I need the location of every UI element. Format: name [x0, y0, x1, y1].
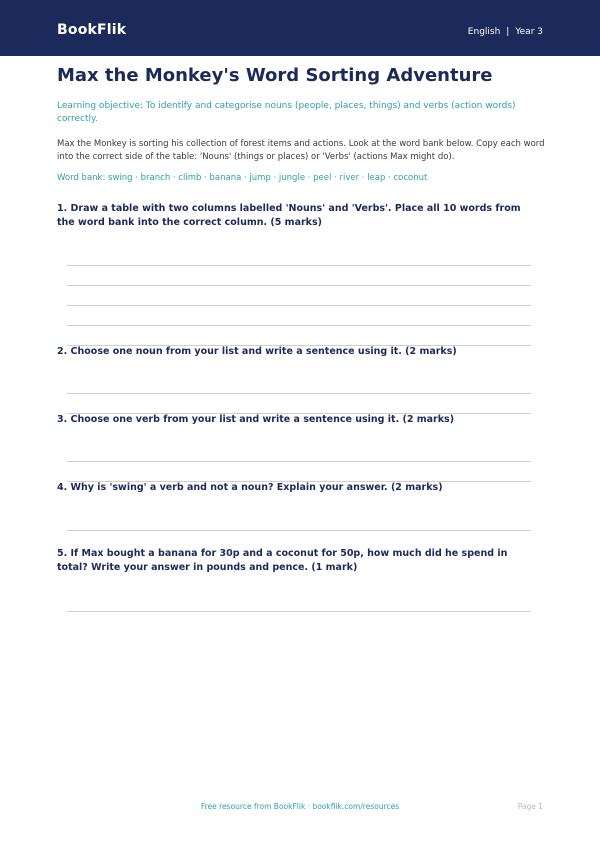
answer-line[interactable] — [67, 325, 531, 326]
learning-objective: Learning objective: To identify and categorise nouns (people, places, things) and verbs (action words) correctly. — [57, 101, 516, 124]
answer-line[interactable] — [67, 611, 531, 612]
subject-label: English — [467, 27, 501, 37]
question-4: 4. Why is 'swing' a verb and not a noun? Explain your answer. (2 marks) — [57, 482, 443, 493]
question-1: 1. Draw a table with two columns labelled 'Nouns' and 'Verbs'. Place all 10 words from the word bank into the correct column. (5 marks) — [57, 203, 521, 228]
question-5: 5. If Max bought a banana for 30p and a coconut for 50p, how much did he spend in total? Write your answer in pounds and pence. (1 mark) — [57, 548, 508, 573]
answer-line[interactable] — [67, 265, 531, 266]
subject-year — [468, 27, 543, 37]
intro-text: Max the Monkey is sorting his collection of forest items and actions. Look at the word bank below. Copy each word into the correct side of the table: 'Nouns' (things or places) or 'Verbs' (actions Max might do). — [57, 139, 545, 162]
answer-line[interactable] — [67, 285, 531, 286]
question-3: 3. Choose one verb from your list and write a sentence using it. (2 marks) — [57, 414, 455, 425]
question-2: 2. Choose one noun from your list and write a sentence using it. (2 marks) — [57, 346, 457, 357]
year-label: Year 3 — [515, 27, 543, 37]
page-header — [0, 0, 600, 56]
meta-separator: | — [506, 27, 510, 37]
word-bank: Word bank: swing · branch · climb · banana · jump · jungle · peel · river · leap · coconut — [57, 173, 428, 183]
page-number: Page 1 — [517, 802, 543, 811]
footer-text: Free resource from BookFlik · bookflik.com/resources — [200, 802, 400, 811]
page-title: Max the Monkey's Word Sorting Adventure — [57, 65, 493, 86]
answer-line[interactable] — [67, 530, 531, 531]
answer-line[interactable] — [67, 305, 531, 306]
answer-line[interactable] — [67, 393, 531, 394]
answer-line[interactable] — [67, 461, 531, 462]
brand-logo: BookFlik — [57, 22, 127, 38]
